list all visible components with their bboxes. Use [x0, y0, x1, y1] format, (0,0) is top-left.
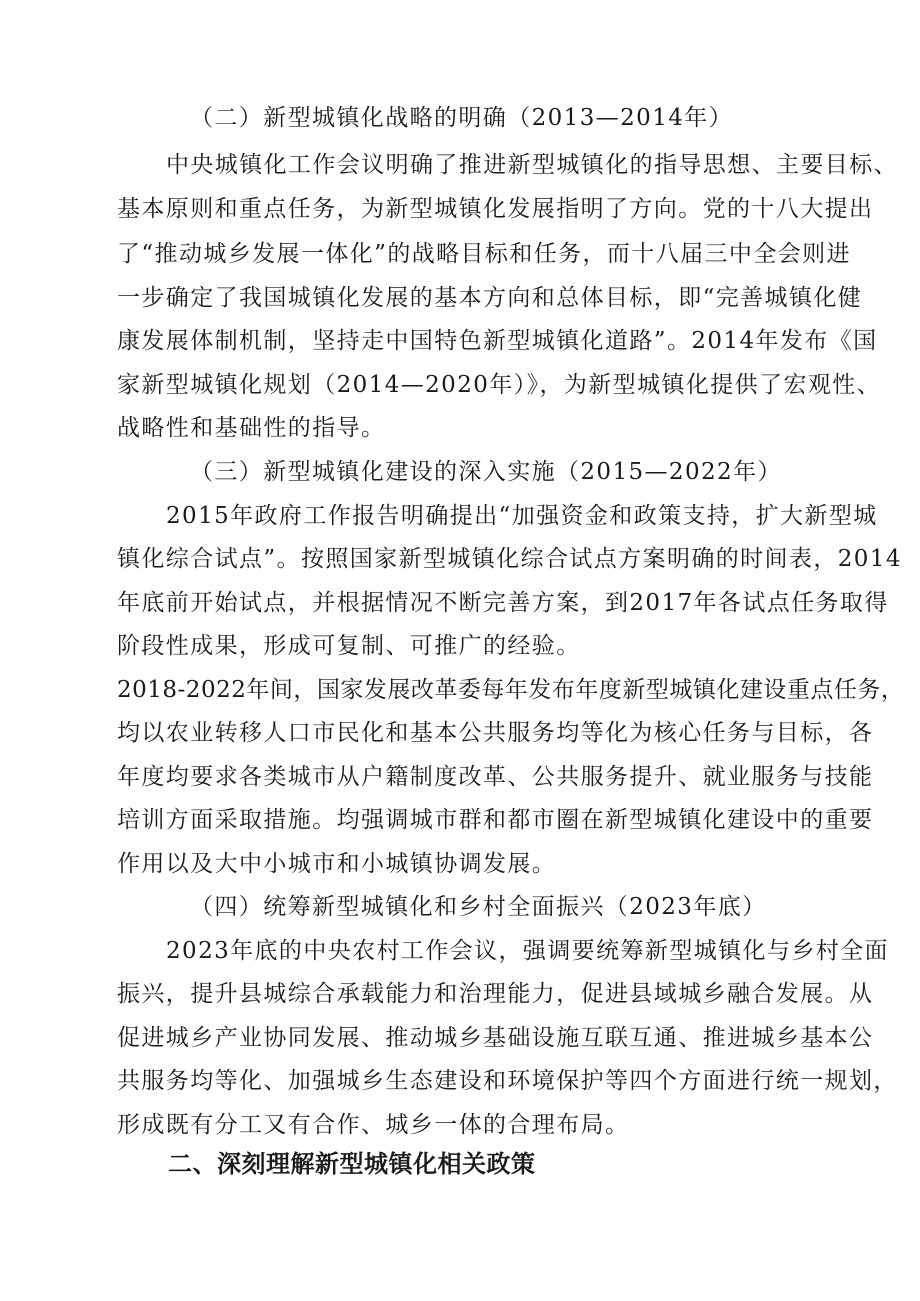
paragraph-line: 年底前开始试点，并根据情况不断完善方案，到2017年各试点任务取得 [117, 590, 889, 616]
paragraph-line: 2023年底的中央农村工作会议，强调要统筹新型城镇化与乡村全面 [166, 938, 889, 964]
paragraph-line: 振兴，提升县城综合承载能力和治理能力，促进县域城乡融合发展。从 [117, 981, 874, 1007]
paragraph-line: 促进城乡产业协同发展、推动城乡基础设施互联互通、推进城乡基本公 [117, 1025, 874, 1051]
paragraph-line: 基本原则和重点任务，为新型城镇化发展指明了方向。党的十八大提出 [117, 196, 874, 222]
subheading-3: （三）新型城镇化建设的深入实施（2015—2022年） [190, 459, 782, 485]
paragraph-line: 了“推动城乡发展一体化”的战略目标和任务，而十八届三中全会则进 [117, 241, 851, 267]
paragraph-line: 镇化综合试点”。按照国家新型城镇化综合试点方案明确的时间表，2014 [117, 546, 902, 572]
paragraph-line: 阶段性成果，形成可复制、可推广的经验。 [117, 633, 581, 659]
paragraph-line: 均以农业转移人口市民化和基本公共服务均等化为核心任务与目标，各 [117, 720, 874, 746]
paragraph-line: 家新型城镇化规划（2014—2020年）》，为新型城镇化提供了宏观性、 [117, 372, 882, 398]
paragraph-line: 形成既有分工又有合作、城乡一体的合理布局。 [117, 1112, 630, 1138]
paragraph-line: 中央城镇化工作会议明确了推进新型城镇化的指导思想、主要目标、 [166, 152, 898, 178]
paragraph-line: 年度均要求各类城市从户籍制度改革、公共服务提升、就业服务与技能 [117, 764, 874, 790]
paragraph-line: 康发展体制机制，坚持走中国特色新型城镇化道路”。2014年发布《国 [117, 328, 878, 354]
paragraph-line: 共服务均等化、加强城乡生态建设和环境保护等四个方面进行统一规划， [117, 1068, 898, 1094]
subheading-4: （四）统筹新型城镇化和乡村全面振兴（2023年底） [190, 894, 767, 920]
paragraph-line: 战略性和基础性的指导。 [117, 415, 386, 441]
subheading-2: （二）新型城镇化战略的明确（2013—2014年） [190, 105, 734, 131]
paragraph-line: 2015年政府工作报告明确提出“加强资金和政策支持，扩大新型城 [166, 503, 878, 529]
paragraph-line: 2018-2022年间，国家发展改革委每年发布年度新型城镇化建设重点任务， [117, 677, 905, 703]
paragraph-line: 作用以及大中小城市和小城镇协调发展。 [117, 851, 557, 877]
paragraph-line: 培训方面采取措施。均强调城市群和都市圈在新型城镇化建设中的重要 [117, 807, 874, 833]
section-heading: 二、深刻理解新型城镇化相关政策 [168, 1150, 536, 1178]
paragraph-line: 一步确定了我国城镇化发展的基本方向和总体目标，即“完善城镇化健 [117, 285, 863, 311]
